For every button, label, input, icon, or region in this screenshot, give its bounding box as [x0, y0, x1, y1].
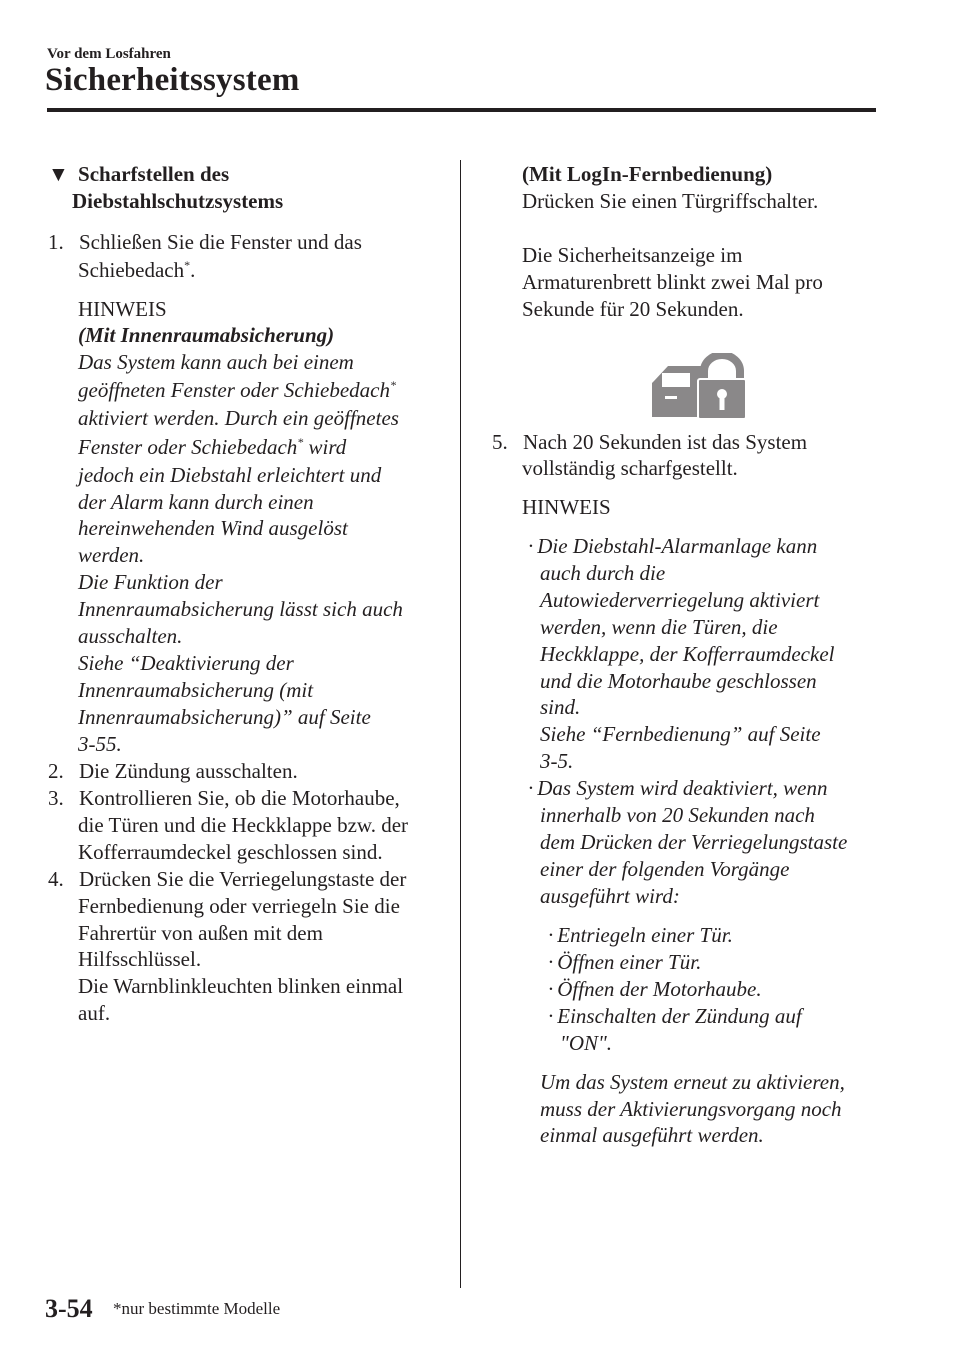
note-line	[78, 434, 346, 462]
note-line: Das System kann auch bei einem	[78, 350, 354, 374]
step-4	[48, 866, 406, 894]
sub-bullet	[548, 976, 762, 1004]
note-text: wird	[303, 435, 347, 459]
asterisk-marker: *	[389, 378, 396, 392]
step-text: Schließen Sie die Fenster und das	[79, 230, 362, 254]
step-text: die Türen und die Heckklappe bzw. der	[78, 813, 409, 837]
step-3	[48, 785, 400, 813]
login-text: Drücken Sie einen Türgriffschalter.	[522, 189, 819, 213]
step-number: 3.	[48, 786, 64, 810]
bullet-dot: ·	[548, 950, 554, 974]
step-text: Fahrertür von außen mit dem	[78, 921, 323, 945]
step-text: Drücken Sie die Verriegelungstaste der	[79, 867, 407, 891]
chapter-label: Vor dem Losfahren	[47, 46, 171, 62]
footnote	[113, 1299, 280, 1319]
note-line: Autowiederverriegelung aktiviert	[540, 588, 820, 612]
step-1-line2	[78, 257, 195, 285]
bullet-dot: ·	[528, 776, 534, 800]
step-5	[492, 429, 807, 457]
note-line: (Mit Innenraumabsicherung)	[78, 323, 335, 347]
note-line: werden, wenn die Türen, die	[540, 615, 778, 639]
page-number: 3-54	[45, 1294, 93, 1323]
note-line: hereinwehenden Wind ausgelöst	[78, 516, 348, 540]
section-heading-line1: Scharfstellen des	[78, 162, 230, 186]
page-title: Sicherheitssystem	[45, 62, 300, 98]
step-text: vollständig scharfgestellt.	[522, 456, 738, 480]
step-text: Kontrollieren Sie, ob die Motorhaube,	[79, 786, 400, 810]
sub-bullet	[548, 949, 701, 977]
step-2	[48, 758, 298, 786]
note-text: geöffneten Fenster oder Schiebedach	[78, 378, 390, 402]
sub-bullet	[548, 1003, 802, 1031]
note-line: und die Motorhaube geschlossen	[540, 669, 817, 693]
note-text: Einschalten der Zündung auf	[557, 1004, 802, 1028]
note-title: HINWEIS	[522, 495, 611, 519]
note-text: Öffnen einer Tür.	[557, 950, 702, 974]
step-text: Kofferraumdeckel geschlossen sind.	[78, 840, 383, 864]
note-line: "ON".	[560, 1031, 613, 1055]
note-line: einer der folgenden Vorgänge	[540, 857, 790, 881]
step-text: Hilfsschlüssel.	[78, 947, 202, 971]
note-line: Innenraumabsicherung lässt sich auch	[78, 597, 403, 621]
indicator-line: Armaturenbrett blinkt zwei Mal pro	[522, 270, 823, 294]
note-line: Um das System erneut zu aktivieren,	[540, 1070, 845, 1094]
note-text: Öffnen der Motorhaube.	[557, 977, 762, 1001]
step-1	[48, 229, 362, 257]
step-text: Die Zündung ausschalten.	[79, 759, 298, 783]
triangle-marker-icon: ▼	[48, 162, 69, 186]
note-bullet-2	[528, 775, 828, 803]
note-line: muss der Aktivierungsvorgang noch	[540, 1097, 842, 1121]
step-text: Die Warnblinkleuchten blinken einmal	[78, 974, 404, 998]
column-divider	[460, 160, 461, 1288]
asterisk-marker: *	[184, 258, 191, 272]
bullet-dot: ·	[548, 1004, 554, 1028]
note-line: Innenraumabsicherung)” auf Seite	[78, 705, 371, 729]
note-line: ausgeführt wird:	[540, 884, 680, 908]
security-indicator-lock-icon	[648, 353, 748, 421]
note-line: 3-5.	[540, 749, 574, 773]
step-text: Schiebedach	[78, 258, 185, 282]
asterisk-marker: *	[297, 435, 304, 449]
section-heading-line2: Diebstahlschutzsystems	[72, 189, 284, 213]
note-line: innerhalb von 20 Sekunden nach	[540, 803, 815, 827]
title-rule	[47, 108, 876, 112]
note-line: Heckklappe, der Kofferraumdeckel	[540, 642, 835, 666]
sub-bullet	[548, 922, 733, 950]
step-text-end: .	[190, 258, 196, 282]
note-line: sind.	[540, 695, 581, 719]
note-line: jedoch ein Diebstahl erleichtert und	[78, 463, 382, 487]
bullet-dot: ·	[548, 923, 554, 947]
section-heading	[48, 161, 229, 189]
note-text: Das System wird deaktiviert, wenn	[537, 776, 828, 800]
step-number: 2.	[48, 759, 64, 783]
indicator-line: Die Sicherheitsanzeige im	[522, 243, 743, 267]
indicator-line: Sekunde für 20 Sekunden.	[522, 297, 744, 321]
footnote-asterisk: *	[113, 1299, 122, 1318]
note-line: auch durch die	[540, 561, 666, 585]
note-text: Die Diebstahl-Alarmanlage kann	[537, 534, 818, 558]
note-line: 3-55.	[78, 732, 122, 756]
note-text: Fenster oder Schiebedach	[78, 435, 298, 459]
note-bullet-1	[528, 533, 817, 561]
step-text: Fernbedienung oder verriegeln Sie die	[78, 894, 400, 918]
note-line: werden.	[78, 543, 145, 567]
note-line: der Alarm kann durch einen	[78, 490, 314, 514]
note-title: HINWEIS	[78, 297, 167, 321]
login-heading: (Mit LogIn-Fernbedienung)	[522, 162, 773, 186]
note-line: Siehe “Deaktivierung der	[78, 651, 294, 675]
note-line: aktiviert werden. Durch ein geöffnetes	[78, 406, 399, 430]
bullet-dot: ·	[548, 977, 554, 1001]
note-line	[78, 377, 396, 405]
footnote-text: nur bestimmte Modelle	[121, 1299, 281, 1318]
note-line: einmal ausgeführt werden.	[540, 1123, 764, 1147]
step-number: 5.	[492, 430, 508, 454]
step-number: 1.	[48, 230, 64, 254]
step-number: 4.	[48, 867, 64, 891]
note-line: dem Drücken der Verriegelungstaste	[540, 830, 848, 854]
bullet-dot: ·	[528, 534, 534, 558]
note-line: ausschalten.	[78, 624, 183, 648]
note-line: Siehe “Fernbedienung” auf Seite	[540, 722, 821, 746]
note-text: Entriegeln einer Tür.	[557, 923, 733, 947]
step-text: Nach 20 Sekunden ist das System	[523, 430, 808, 454]
note-line: Die Funktion der	[78, 570, 223, 594]
step-text: auf.	[78, 1001, 111, 1025]
note-line: Innenraumabsicherung (mit	[78, 678, 314, 702]
